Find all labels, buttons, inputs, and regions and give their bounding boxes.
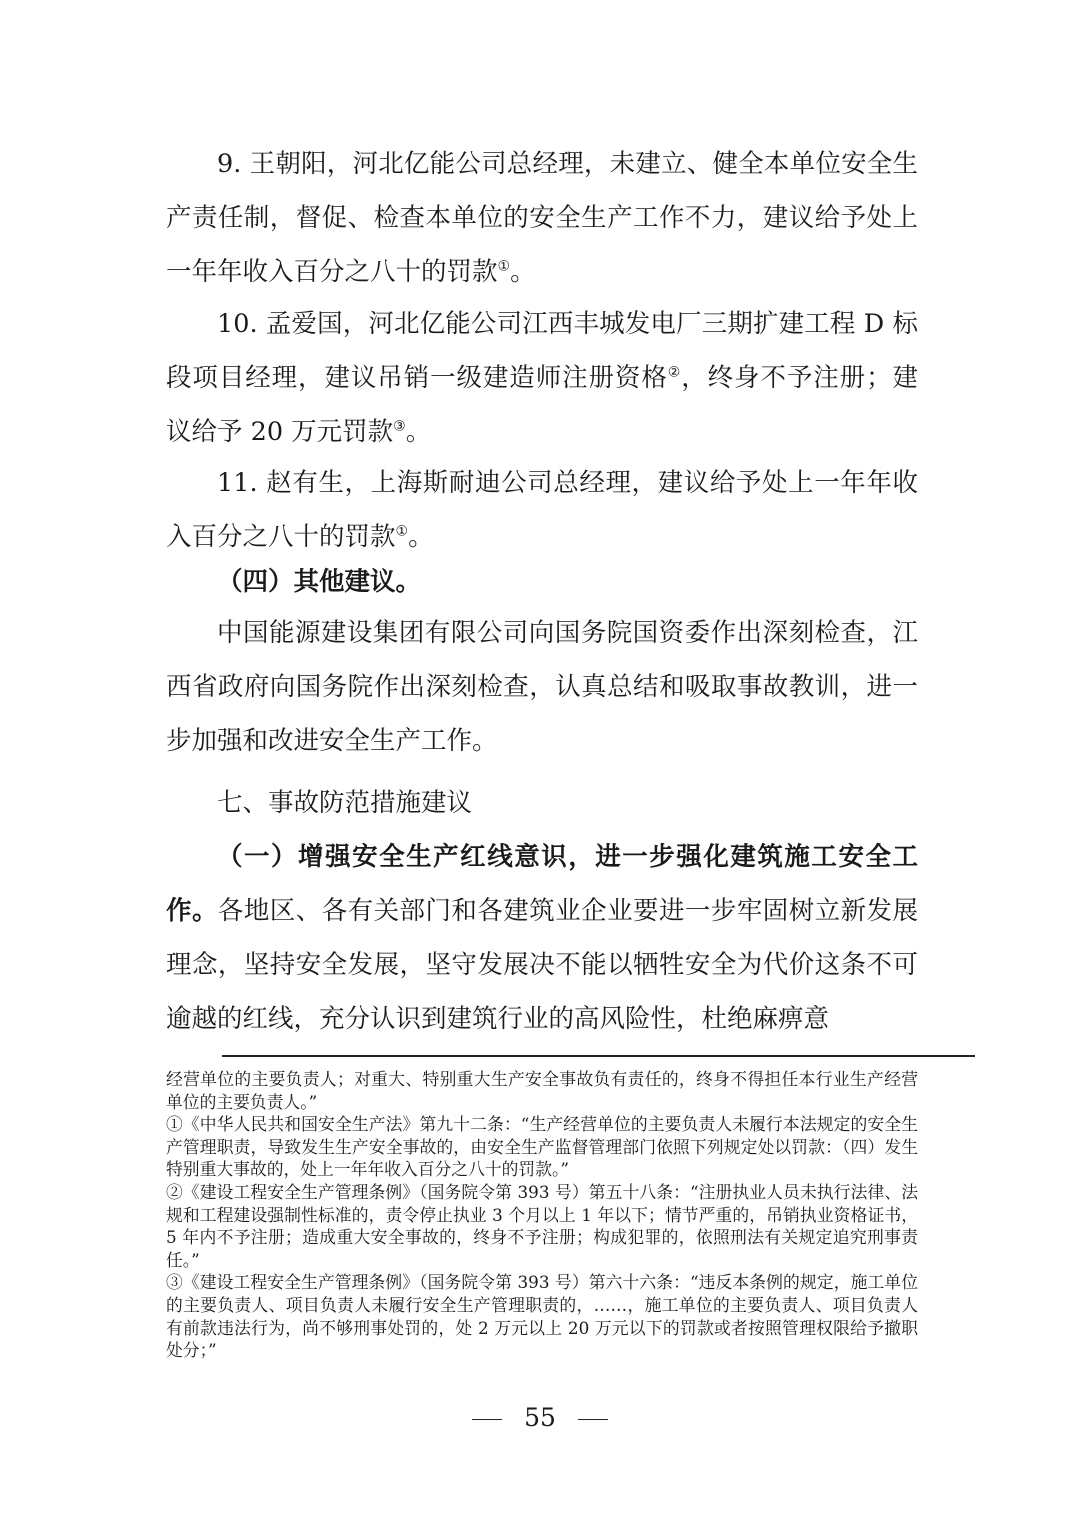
paragraph-text: 11. 赵有生，上海斯耐迪公司总经理，建议给予处上一年年收入百分之八十的罚款 — [166, 468, 918, 552]
section-heading-four: （四）其他建议。 — [217, 567, 422, 597]
footnote-2: ②《建设工程安全生产管理条例》（国务院令第 393 号）第五十八条：“注册执业人员未执行法律、法规和工程建设强制性标准的，责令停止执业 3 个月以上 1 年以下；情节严重的，吊销执业资格证书，5 年内不予注册；造成重大安全事故的，终身不予注册；构成犯罪的，依照刑法有关规定追究刑事责任。” — [166, 1181, 918, 1270]
paragraph-item-9 — [166, 137, 918, 299]
paragraph-text: 中国能源建设集团有限公司向国务院国资委作出深刻检查，江西省政府向国务院作出深刻检查，认真总结和吸取事故教训，进一步加强和改进安全生产工作。 — [166, 618, 918, 756]
paragraph-end: 。 — [408, 522, 434, 552]
footnotes — [166, 1068, 918, 1362]
paragraph-end: 。 — [405, 417, 432, 447]
footnote-1: ①《中华人民共和国安全生产法》第九十二条：“生产经营单位的主要负责人未履行本法规定的安全生产管理职责，导致发生生产安全事故的，由安全生产监督管理部门依照下列规定处以罚款：（四）发生特别重大事故的，处上一年年收入百分之八十的罚款。” — [166, 1114, 918, 1180]
paragraph-end: 。 — [510, 257, 536, 287]
paragraph-text: 9. 王朝阳，河北亿能公司总经理，未建立、健全本单位安全生产责任制，督促、检查本单位的安全生产工作不力，建议给予处上一年年收入百分之八十的罚款 — [166, 149, 918, 287]
footnote-ref: ① — [395, 523, 409, 540]
chapter-heading-seven: 七、事故防范措施建议 — [217, 788, 473, 818]
footnote-ref: ① — [497, 258, 511, 275]
paragraph-item-10 — [166, 297, 918, 459]
page-number — [0, 1398, 1080, 1438]
footnote-continuation: 经营单位的主要负责人；对重大、特别重大生产安全事故负有责任的，终身不得担任本行业生产经营单位的主要负责人。” — [166, 1069, 918, 1112]
chapter-seven-paragraph — [166, 830, 918, 1046]
section-four-text — [166, 606, 918, 768]
footnote-divider — [222, 1055, 975, 1057]
footnote-3: ③《建设工程安全生产管理条例》（国务院令第 393 号）第六十六条：“违反本条例的规定，施工单位的主要负责人、项目负责人未履行安全生产管理职责的，……，施工单位的主要负责人、项目负责人有前款违法行为，尚不够刑事处罚的，处 2 万元以上 20 万元以下的罚款或者按照管理权限给予撤职处分；” — [166, 1272, 918, 1361]
dash-right — [578, 1419, 608, 1421]
dash-left — [472, 1419, 502, 1421]
footnote-ref: ② — [667, 364, 682, 381]
paragraph-text: ，终身不予注册；建议给予 20 万元罚款 — [166, 363, 918, 447]
footnote-ref: ③ — [393, 418, 406, 435]
page-number-value: 55 — [524, 1403, 556, 1432]
paragraph-text: 10. 孟爱国，河北亿能公司江西丰城发电厂三期扩建工程 D 标段项目经理，建议吊销一级建造师注册资格 — [166, 309, 918, 393]
paragraph-text: 各地区、各有关部门和各建筑业企业要进一步牢固树立新发展理念，坚持安全发展，坚守发展决不能以牺牲安全为代价这条不可逾越的红线，充分认识到建筑行业的高风险性，杜绝麻痹意 — [166, 896, 918, 1034]
paragraph-item-11 — [166, 456, 918, 564]
sub-heading: （一）增强安全生产红线意识，进一步强化建筑施工安全工作。 — [166, 842, 918, 926]
